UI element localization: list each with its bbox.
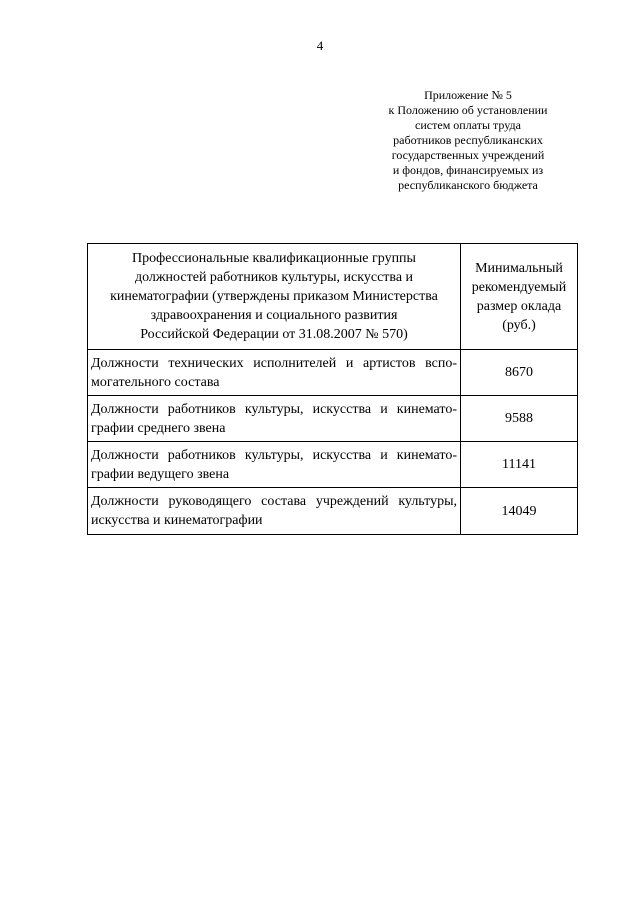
table-row <box>88 350 578 396</box>
table-row <box>88 396 578 442</box>
header-description-line: Профессиональные квалификационные группы <box>132 251 416 266</box>
header-value-line: Минимальный <box>475 260 563 276</box>
row-salary-value: 8670 <box>461 350 578 396</box>
header-value-line: размер оклада <box>476 298 562 314</box>
header-value-line: (руб.) <box>502 317 536 333</box>
row-description: Должности технических исполнителей и артистов вспо-могательного состава <box>88 350 461 396</box>
salary-table <box>87 243 578 535</box>
header-description-line: здравоохранения и социального развития <box>150 308 398 323</box>
row-salary-value: 9588 <box>461 396 578 442</box>
row-description: Должности работников культуры, искусства и кинемато-графии среднего звена <box>88 396 461 442</box>
appendix-line: Приложение № 5 <box>424 88 512 102</box>
header-description-line: должностей работников культуры, искусства и <box>134 270 414 285</box>
row-salary-value: 11141 <box>461 442 578 488</box>
table-row <box>88 442 578 488</box>
header-description-line: кинематографии (утверждены приказом Министерства <box>110 289 438 304</box>
row-description: Должности работников культуры, искусства и кинемато-графии ведущего звена <box>88 442 461 488</box>
row-description: Должности руководящего состава учреждений культуры, искусства и кинематографии <box>88 488 461 535</box>
table-header-row <box>88 244 578 350</box>
header-value <box>461 244 578 350</box>
row-salary-value: 14049 <box>461 488 578 535</box>
header-value-line: рекомендуемый <box>471 279 567 295</box>
table-row <box>88 488 578 535</box>
appendix-line: систем оплаты труда <box>415 118 521 132</box>
appendix-line: и фондов, финансируемых из <box>392 163 544 177</box>
appendix-line: государственных учреждений <box>391 148 545 162</box>
appendix-line: республиканского бюджета <box>398 178 538 192</box>
page-number: 4 <box>316 38 324 53</box>
header-description-line: Российской Федерации от 31.08.2007 № 570) <box>140 327 408 342</box>
appendix-line: работников республиканских <box>393 133 543 147</box>
appendix-line: к Положению об установлении <box>388 103 548 117</box>
header-description <box>88 244 461 350</box>
appendix-heading <box>370 88 566 193</box>
